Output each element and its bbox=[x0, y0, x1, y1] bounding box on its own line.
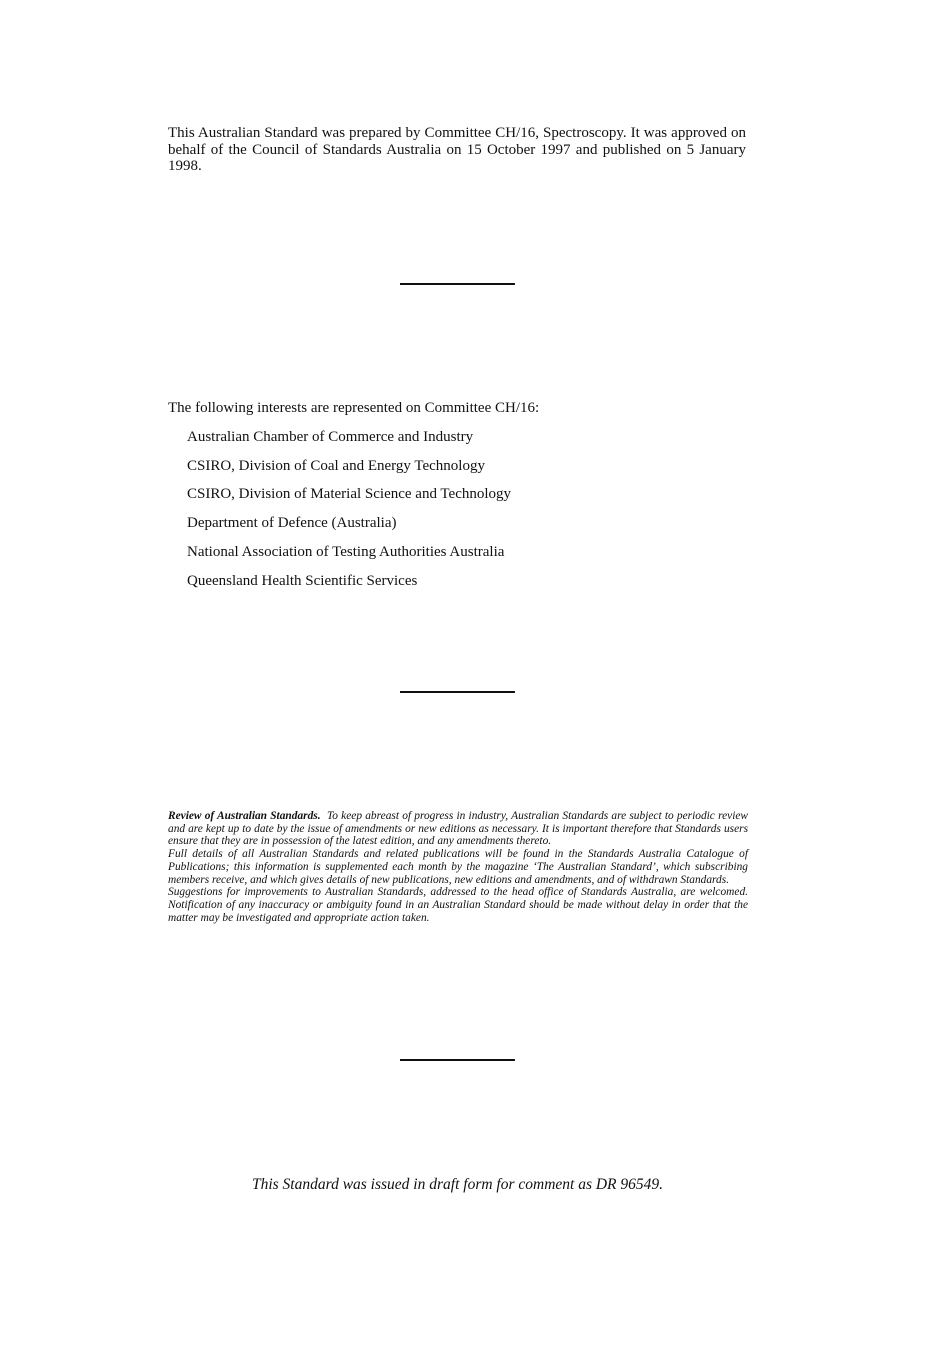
committee-interests bbox=[168, 398, 768, 591]
interest-item: CSIRO, Division of Material Science and Technology bbox=[187, 486, 512, 503]
review-text: To keep abreast of progress in industry, Australian Standards are subject to periodic review and are kept up to date by the issue of amendments or new editions as necessary. It is important therefore that Standards users ensure that they are in possession of the latest edition, and any amendments thereto. bbox=[168, 810, 749, 848]
interests-intro: The following interests are represented on Committee CH/16: bbox=[168, 400, 540, 416]
interests-list bbox=[168, 427, 768, 591]
section-divider bbox=[400, 691, 515, 693]
review-notice bbox=[168, 810, 748, 924]
interest-item: CSIRO, Division of Coal and Energy Technology bbox=[187, 457, 485, 474]
review-paragraph: Full details of all Australian Standards and related publications will be found in the Standards Australia Catalogue of Publications; this information is supplemented each month by the magazine ‘The Australian Standard’, which subscribing members receive, and which gives details of new publications, new editions and amendments, and of withdrawn Standards. bbox=[168, 848, 748, 886]
section-divider bbox=[400, 283, 515, 285]
preparation-statement: This Australian Standard was prepared by Committee CH/16, Spectroscopy. It was approved on behalf of the Council of Standards Australia on 15 October 1997 and published on 5 January 1998. bbox=[168, 125, 746, 174]
review-title: Review of Australian Standards. bbox=[168, 810, 321, 822]
review-paragraph bbox=[168, 810, 748, 848]
interest-item: Department of Defence (Australia) bbox=[187, 515, 397, 532]
interest-item: National Association of Testing Authorities Australia bbox=[187, 543, 505, 560]
review-paragraph: Suggestions for improvements to Australian Standards, addressed to the head office of Standards Australia, are welcomed. Notification of any inaccuracy or ambiguity found in an Australian Standard should be made without delay in order that the matter may be investigated and appropriate action taken. bbox=[168, 886, 748, 924]
section-divider bbox=[400, 1059, 515, 1061]
interest-item: Australian Chamber of Commerce and Industry bbox=[187, 428, 474, 445]
interest-item: Queensland Health Scientific Services bbox=[187, 572, 418, 589]
draft-note: This Standard was issued in draft form for comment as DR 96549. bbox=[251, 1176, 664, 1193]
